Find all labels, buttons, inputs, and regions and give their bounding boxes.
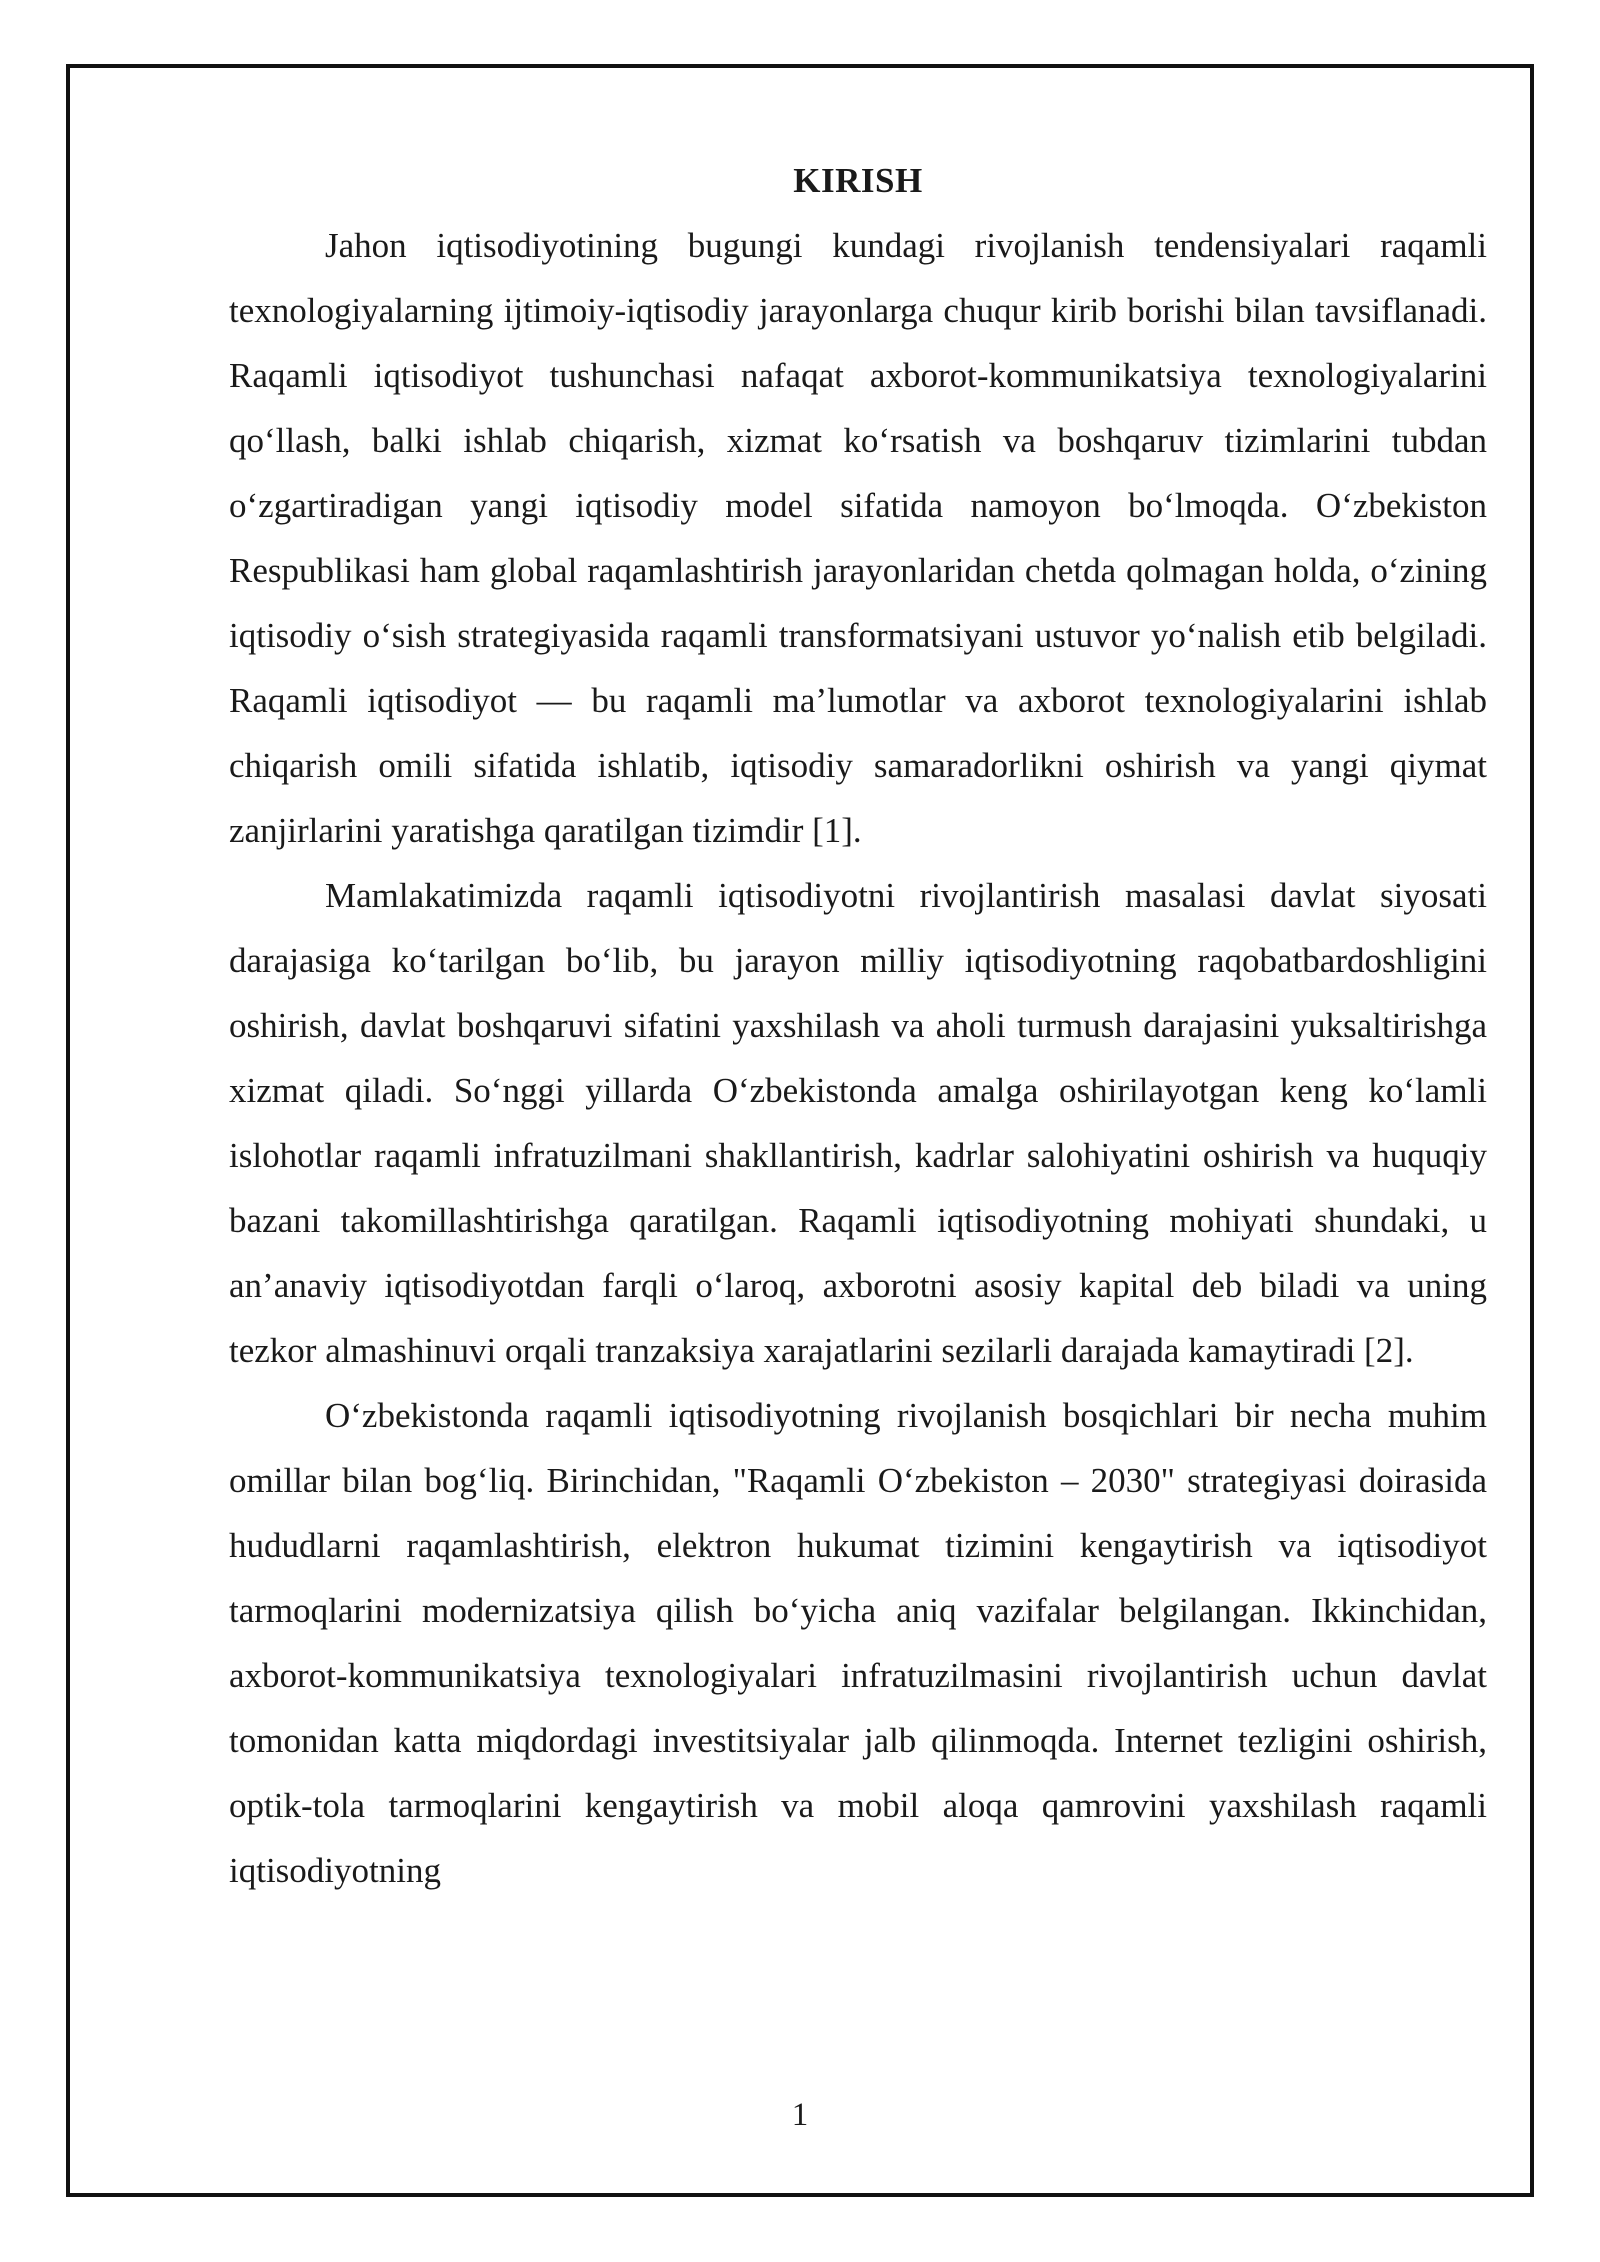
page-number: 1 — [791, 2097, 809, 2133]
paragraph-1: Jahon iqtisodiyotining bugungi kundagi rivojlanish tendensiyalari raqamli texnologiyalarning ijtimoiy-iqtisodiy jarayonlarga chuqur kirib borishi bilan tavsiflanadi. Raqamli iqtisodiyot tushunchasi nafaqat axborot-kommunikatsiya texnologiyalarini qo‘llash, balki ishlab chiqarish, xizmat ko‘rsatish va boshqaruv tizimlarini tubdan o‘zgartiradigan yangi iqtisodiy model sifatida namoyon bo‘lmoqda. O‘zbekiston Respublikasi ham global raqamlashtirish jarayonlaridan chetda qolmagan holda, o‘zining iqtisodiy o‘sish strategiyasida raqamli transformatsiyani ustuvor yo‘nalish etib belgiladi. Raqamli iqtisodiyot — bu raqamli ma’lumotlar va axborot texnologiyalarini ishlab chiqarish omili sifatida ishlatib, iqtisodiy samaradorlikni oshirish va yangi qiymat zanjirlarini yaratishga qaratilgan tizimdir [1]. — [229, 226, 1487, 850]
paragraph-3: O‘zbekistonda raqamli iqtisodiyotning rivojlanish bosqichlari bir necha muhim omillar bilan bog‘liq. Birinchidan, "Raqamli O‘zbekiston – 2030" strategiyasi doirasida hududlarni raqamlashtirish, elektron hukumat tizimini kengaytirish va iqtisodiyot tarmoqlarini modernizatsiya qilish bo‘yicha aniq vazifalar belgilangan. Ikkinchidan, axborot-kommunikatsiya texnologiyalari infratuzilmasini rivojlantirish uchun davlat tomonidan katta miqdordagi investitsiyalar jalb qilinmoqda. Internet tezligini oshirish, optik-tola tarmoqlarini kengaytirish va mobil aloqa qamrovini yaxshilash raqamli iqtisodiyotning — [229, 1396, 1487, 1890]
document-body — [229, 155, 1487, 1903]
paragraph-2: Mamlakatimizda raqamli iqtisodiyotni rivojlantirish masalasi davlat siyosati darajasiga ko‘tarilgan bo‘lib, bu jarayon milliy iqtisodiyotning raqobatbardoshligini oshirish, davlat boshqaruvi sifatini yaxshilash va aholi turmush darajasini yuksaltirishga xizmat qiladi. So‘nggi yillarda O‘zbekistonda amalga oshirilayotgan keng ko‘lamli islohotlar raqamli infratuzilmani shakllantirish, kadrlar salohiyatini oshirish va huquqiy bazani takomillashtirishga qaratilgan. Raqamli iqtisodiyotning mohiyati shundaki, u an’anaviy iqtisodiyotdan farqli o‘laroq, axborotni asosiy kapital deb biladi va uning tezkor almashinuvi orqali tranzaksiya xarajatlarini sezilarli darajada kamaytiradi [2]. — [229, 876, 1487, 1370]
section-heading: KIRISH — [793, 161, 923, 200]
